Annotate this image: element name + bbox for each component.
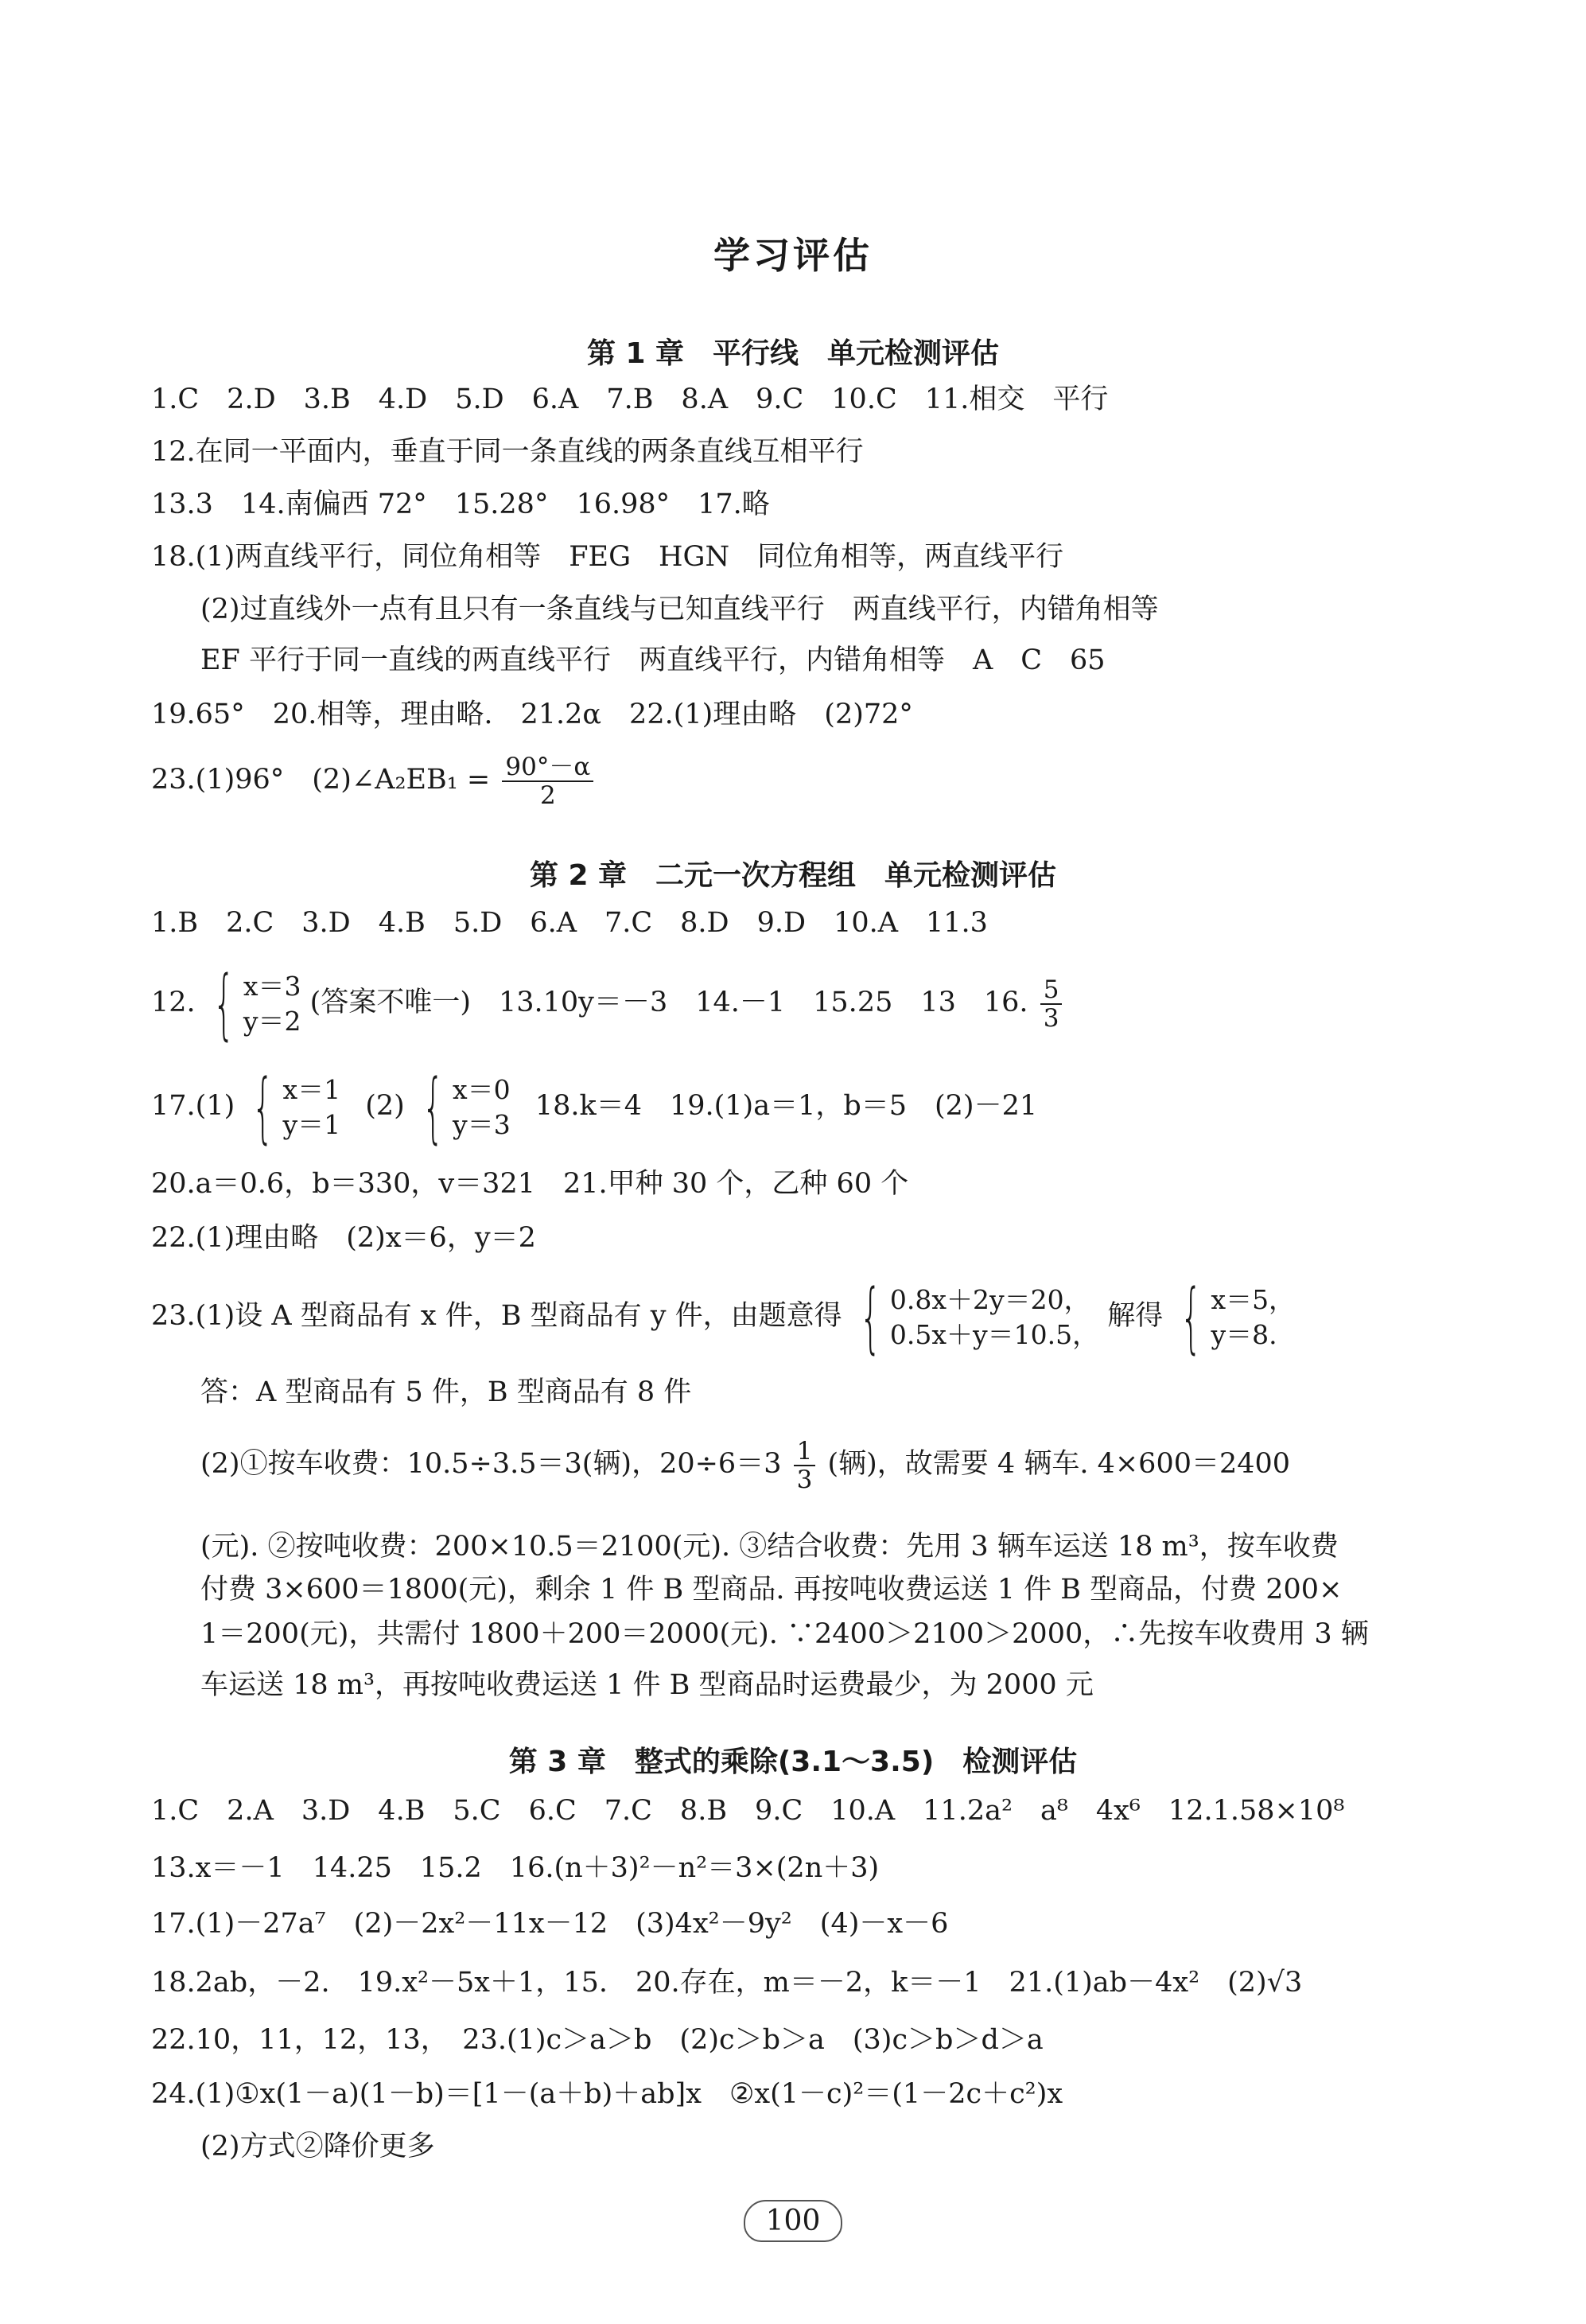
chapter-3-heading: 第 3 章 整式的乘除(3.1～3.5) 检测评估 [508,1746,1078,1778]
ch2-q23-fraction [794,1438,816,1493]
page-number-value: 100 [744,2200,843,2242]
ch3-line-4: 18.2ab，－2. 19.x²－5x＋1，15. 20.存在，m＝－2，k＝－1 21.(1)ab－4x² (2)√3 [151,1967,1303,1999]
ch1-line-6: EF 平行于同一直线的两直线平行 两直线平行，内错角相等 A C 65 [200,644,1106,676]
brace-icon: { [252,1062,274,1152]
ch2-q23-2-text: (2)①按车收费：10.5÷3.5＝3(辆)，20÷6＝3 [200,1448,782,1480]
page-number [0,2200,1586,2242]
brace-icon: { [859,1272,882,1362]
ch3-line-1: 1.C 2.A 3.D 4.B 5.C 6.C 7.C 8.B 9.C 10.A 11.2a² a⁸ 4x⁶ 12.1.58×10⁸ [151,1795,1345,1827]
ch3-line-5: 22.10，11，12，13， 23.(1)c＞a＞b (2)c＞b＞a (3)c＞b＞d＞a [151,2024,1044,2056]
fraction-denominator: 3 [1043,1003,1059,1033]
equation-system [204,959,301,1049]
equation-system [243,1062,341,1152]
system-row: x＝1 [282,1073,341,1105]
ch2-q17-label: 17.(1) [151,1090,235,1122]
equation-system [414,1062,511,1152]
ch2-line-2 [151,959,1467,1049]
ch2-line-5: 22.(1)理由略 (2)x＝6，y＝2 [151,1222,536,1254]
system-row: x＝5， [1211,1283,1296,1315]
system-row: x＝3 [243,970,301,1002]
fraction-denominator: 3 [796,1465,813,1494]
ch3-line-2: 13.x＝－1 14.25 15.2 16.(n＋3)²－n²＝3×(2n＋3) [151,1852,880,1884]
system-row: 0.5x＋y＝10.5， [889,1318,1099,1350]
ch2-line-10: 付费 3×600＝1800(元)，剩余 1 件 B 型商品. 再按吨收费运送 1 件 B 型商品，付费 200× [200,1574,1343,1606]
ch2-q16-fraction [1040,976,1063,1032]
ch1-q23-text: 23.(1)96° (2)∠A₂EB₁ = [151,764,491,796]
ch1-line-7: 19.65° 20.相等，理由略. 21.2α 22.(1)理由略 (2)72° [151,699,913,730]
brace-icon: { [422,1062,445,1152]
equation-system [1172,1272,1296,1362]
ch1-q23-fraction [502,753,593,809]
ch2-line-4: 20.a＝0.6，b＝330，v＝321 21.甲种 30 个，乙种 60 个 [151,1168,909,1200]
ch2-q23-text: 23.(1)设 A 型商品有 x 件，B 型商品有 y 件，由题意得 [151,1300,842,1332]
ch2-line-12: 车运送 18 m³，再按吨收费运送 1 件 B 型商品时运费最少，为 2000 元 [200,1669,1094,1701]
ch2-line-3 [151,1062,1467,1152]
ch2-q23-solve: 解得 [1107,1300,1164,1332]
ch2-q23-2-rest: (辆)，故需要 4 辆车. 4×600＝2400 [827,1448,1291,1480]
system-row: y＝3 [453,1108,511,1140]
brace-icon: { [1180,1272,1203,1362]
fraction-numerator: 5 [1040,976,1063,1005]
fraction-denominator: 2 [539,781,556,810]
ch1-line-8 [151,748,1467,812]
system-row: y＝1 [282,1108,341,1140]
ch2-q18-text: 18.k＝4 19.(1)a＝1，b＝5 (2)－21 [534,1090,1038,1122]
ch1-line-2: 12.在同一平面内，垂直于同一条直线的两条直线互相平行 [151,436,864,468]
ch2-line-11: 1＝200(元)，共需付 1800＋200＝2000(元). ∵2400＞2100＞2000，∴先按车收费用 3 辆 [200,1618,1369,1650]
brace-icon: { [212,959,235,1049]
ch1-line-5: (2)过直线外一点有且只有一条直线与已知直线平行 两直线平行，内错角相等 [200,594,1159,625]
ch2-q12-text: (答案不唯一) 13.10y＝－3 14.－1 15.25 13 16. [309,987,1028,1018]
equation-system [851,1272,1099,1362]
ch2-line-8 [200,1432,1467,1496]
chapter-1-heading: 第 1 章 平行线 单元检测评估 [586,337,1000,370]
system-row: y＝2 [243,1005,301,1037]
chapter-2-heading: 第 2 章 二元一次方程组 单元检测评估 [529,859,1057,892]
ch2-q12-label: 12. [151,987,196,1018]
ch3-line-3: 17.(1)－27a⁷ (2)－2x²－11x－12 (3)4x²－9y² (4)－x－6 [151,1908,949,1940]
ch3-line-6: 24.(1)①x(1－a)(1－b)＝[1－(a＋b)＋ab]x ②x(1－c)²＝(1－2c＋c²)x [151,2078,1063,2110]
ch1-line-3: 13.3 14.南偏西 72° 15.28° 16.98° 17.略 [151,489,770,520]
fraction-numerator: 90°－α [502,753,593,782]
ch2-q17-part2: (2) [365,1090,405,1122]
ch1-line-1: 1.C 2.D 3.B 4.D 5.D 6.A 7.B 8.A 9.C 10.C 11.相交 平行 [151,383,1109,415]
ch3-line-7: (2)方式②降价更多 [200,2131,435,2162]
fraction-numerator: 1 [794,1438,816,1466]
ch2-line-7: 答：A 型商品有 5 件，B 型商品有 8 件 [200,1376,692,1408]
system-row: 0.8x＋2y＝20， [889,1283,1090,1315]
ch2-line-6 [151,1272,1467,1362]
ch2-line-1: 1.B 2.C 3.D 4.B 5.D 6.A 7.C 8.D 9.D 10.A 11.3 [151,907,988,939]
ch1-line-4: 18.(1)两直线平行，同位角相等 FEG HGN 同位角相等，两直线平行 [151,541,1064,573]
page-title: 学习评估 [713,234,873,277]
system-row: y＝8. [1211,1318,1277,1350]
ch2-line-9: (元). ②按吨收费：200×10.5＝2100(元). ③结合收费：先用 3 辆车运送 18 m³，按车收费 [200,1531,1339,1563]
system-row: x＝0 [453,1073,511,1105]
